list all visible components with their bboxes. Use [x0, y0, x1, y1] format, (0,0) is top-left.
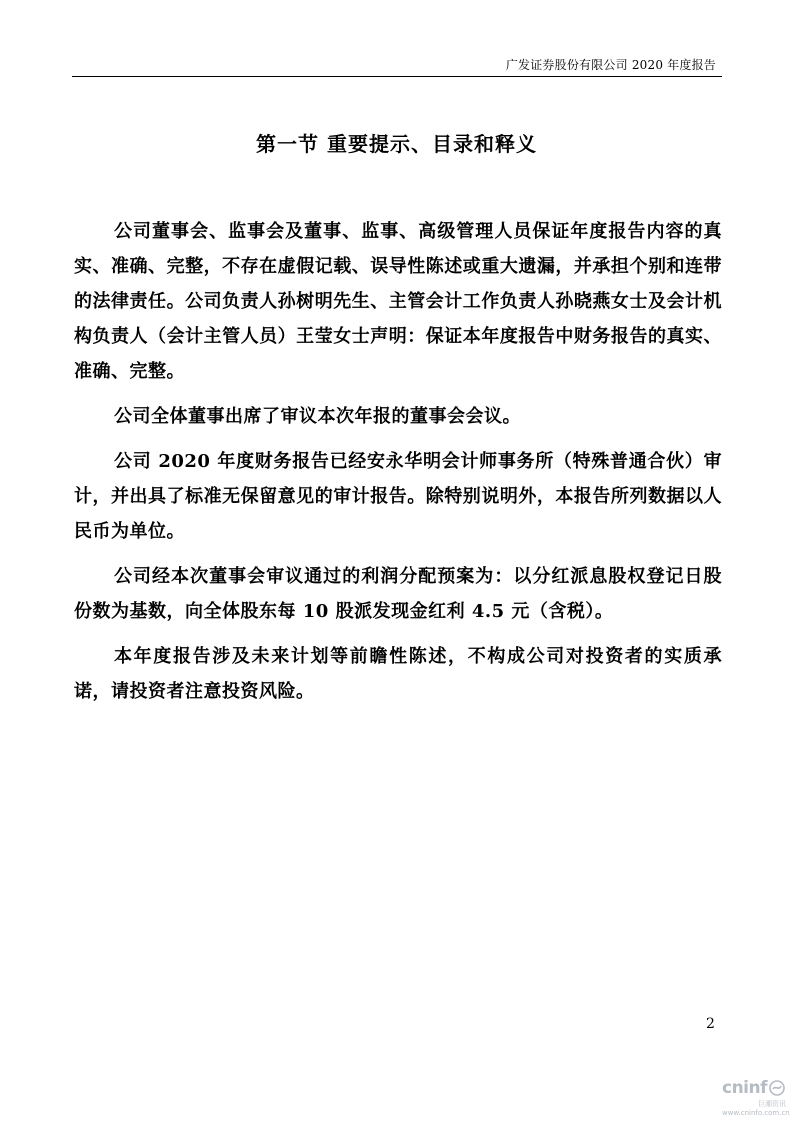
paragraph-responsibility-statement: 公司董事会、监事会及董事、监事、高级管理人员保证年度报告内容的真实、准确、完整，不存在虚假记载、误导性陈述或重大遗漏，并承担个别和连带的法律责任。公司负责人孙树明先生、主管会计工作负责人孙晓燕女士及会计机构负责人（会计主管人员）王莹女士声明：保证本年度报告中财务报告的真实、准确、完整。 — [74, 221, 722, 382]
watermark-brand: cninf — [722, 1078, 768, 1098]
section-title: 第一节 重要提示、目录和释义 — [256, 132, 537, 156]
page-header — [72, 52, 722, 77]
watermark-url: www.cninfo.com.cn — [722, 1109, 790, 1117]
paragraph-audit-opinion: 公司 2020 年度财务报告已经安永华明会计师事务所（特殊普通合伙）审计，并出具了标准无保留意见的审计报告。除特别说明外，本报告所列数据以人民币为单位。 — [74, 451, 722, 542]
cninfo-watermark — [722, 1078, 788, 1116]
cninfo-logo-icon — [769, 1080, 785, 1096]
paragraph-forward-looking-risk: 本年度报告涉及未来计划等前瞻性陈述，不构成公司对投资者的实质承诺，请投资者注意投资风险。 — [74, 646, 722, 702]
paragraph-board-attendance: 公司全体董事出席了审议本次年报的董事会会议。 — [114, 406, 521, 427]
body-text — [74, 214, 722, 719]
paragraph-profit-distribution: 公司经本次董事会审议通过的利润分配预案为：以分红派息股权登记日股份数为基数，向全体股东每 10 股派发现金红利 4.5 元（含税）。 — [74, 566, 722, 622]
watermark-subtitle: 巨潮资讯 — [758, 1100, 786, 1108]
page-number: 2 — [706, 1016, 715, 1032]
report-header-title: 广发证券股份有限公司 2020 年度报告 — [505, 58, 716, 72]
